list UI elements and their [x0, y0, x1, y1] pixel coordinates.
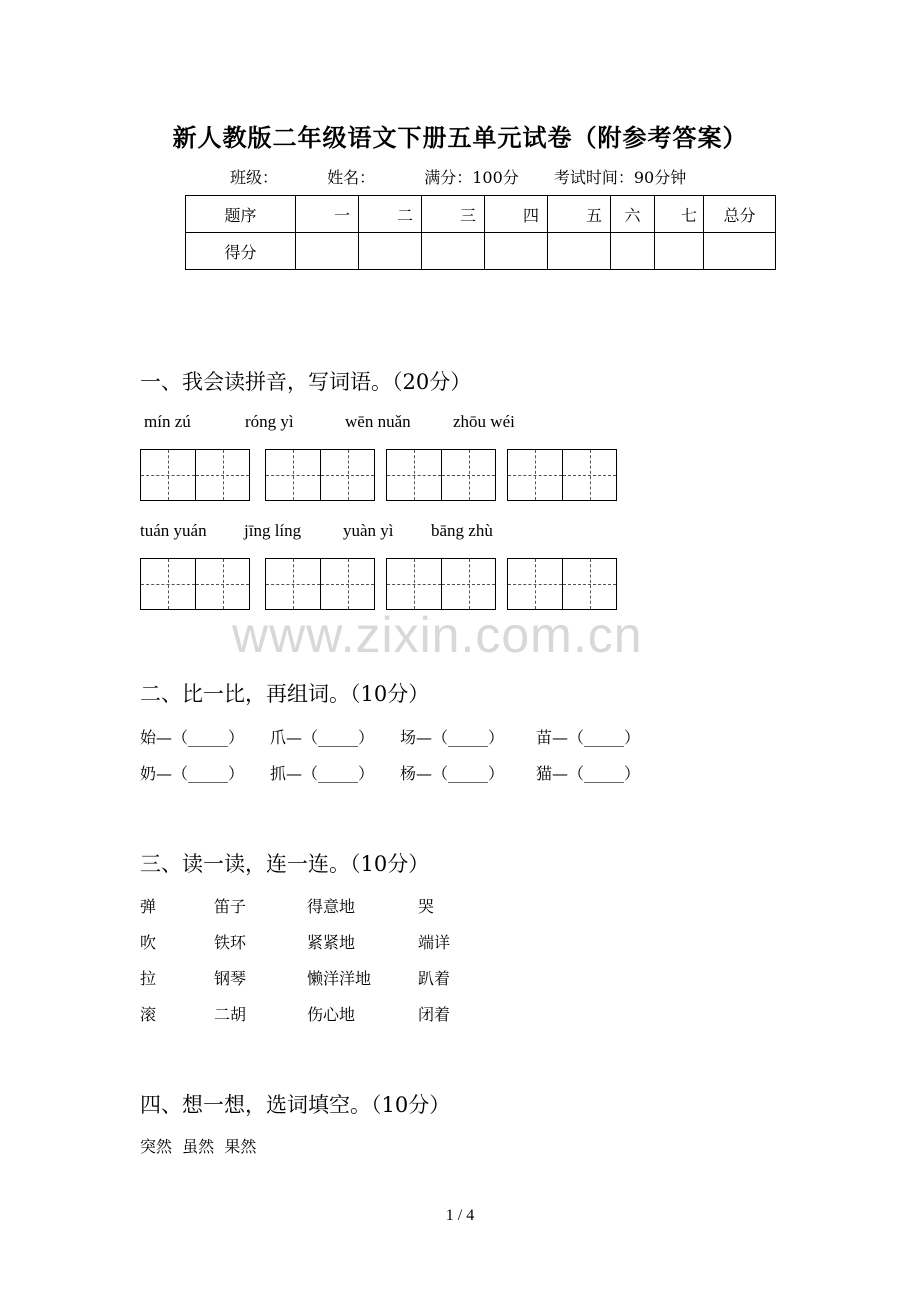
match-item[interactable]: 伤心地 — [307, 1005, 356, 1024]
word-bank: 突然 虽然 果然 — [140, 1137, 257, 1156]
score-cell — [655, 233, 704, 270]
match-item[interactable]: 趴着 — [418, 969, 451, 988]
score-cell — [422, 233, 485, 270]
table-cell: 得分 — [186, 233, 296, 270]
compare-item[interactable]: 奶—（_____） — [140, 764, 245, 783]
match-column-2 — [214, 894, 246, 1038]
class-label: 班级： — [230, 168, 279, 187]
writing-grid[interactable] — [507, 449, 617, 501]
grid-cell — [441, 450, 495, 500]
writing-grid[interactable] — [265, 449, 375, 501]
match-item[interactable]: 紧紧地 — [307, 933, 356, 952]
score-table-row — [186, 233, 776, 270]
section4-heading: 四、想一想，选词填空。（10分） — [140, 1093, 451, 1117]
grid-cell — [195, 559, 249, 609]
score-label: 满分：100分 — [424, 168, 519, 187]
exam-info — [230, 165, 730, 188]
writing-grid[interactable] — [140, 449, 250, 501]
match-item[interactable]: 拉 — [140, 969, 157, 988]
page-title: 新人教版二年级语文下册五单元试卷（附参考答案） — [172, 123, 748, 152]
score-cell — [611, 233, 655, 270]
pinyin-label: mín zú — [144, 412, 191, 431]
writing-grid[interactable] — [386, 449, 496, 501]
grid-cell — [562, 450, 616, 500]
pinyin-label: tuán yuán — [140, 521, 207, 540]
score-cell — [359, 233, 422, 270]
pinyin-label: yuàn yì — [343, 521, 394, 540]
match-item[interactable]: 端详 — [418, 933, 451, 952]
grid-cell — [562, 559, 616, 609]
grid-cell — [387, 559, 441, 609]
match-item[interactable]: 滚 — [140, 1005, 157, 1024]
score-table — [185, 195, 776, 270]
grid-cell — [320, 559, 374, 609]
match-item[interactable]: 得意地 — [307, 897, 356, 916]
match-column-1 — [140, 894, 156, 1038]
compare-item[interactable]: 苗—（_____） — [536, 728, 641, 747]
table-cell: 总分 — [704, 196, 776, 233]
table-cell: 二 — [359, 196, 422, 233]
pinyin-label: zhōu wéi — [453, 412, 515, 431]
grid-cell — [141, 450, 195, 500]
table-cell: 七 — [655, 196, 704, 233]
table-cell: 六 — [611, 196, 655, 233]
match-item[interactable]: 闭着 — [418, 1005, 451, 1024]
time-label: 考试时间：90分钟 — [553, 168, 687, 187]
pinyin-label: róng yì — [245, 412, 294, 431]
section1-heading: 一、我会读拼音，写词语。（20分） — [140, 370, 472, 394]
compare-row — [140, 761, 640, 784]
score-cell — [704, 233, 776, 270]
table-cell: 一 — [296, 196, 359, 233]
match-item[interactable]: 哭 — [418, 897, 435, 916]
table-cell: 五 — [548, 196, 611, 233]
name-label: 姓名： — [327, 168, 376, 187]
writing-grid[interactable] — [507, 558, 617, 610]
match-column-3 — [307, 894, 371, 1038]
grid-cell — [387, 450, 441, 500]
pinyin-label: wēn nuǎn — [345, 412, 411, 431]
grid-cell — [266, 559, 320, 609]
grid-cell — [441, 559, 495, 609]
grid-cell — [195, 450, 249, 500]
match-item[interactable]: 二胡 — [214, 1005, 247, 1024]
score-cell — [296, 233, 359, 270]
compare-item[interactable]: 场—（_____） — [400, 728, 505, 747]
match-item[interactable]: 钢琴 — [214, 969, 247, 988]
table-cell: 题序 — [186, 196, 296, 233]
match-item[interactable]: 弹 — [140, 897, 157, 916]
compare-item[interactable]: 杨—（_____） — [400, 764, 505, 783]
compare-item[interactable]: 爪—（_____） — [270, 728, 375, 747]
match-item[interactable]: 笛子 — [214, 897, 247, 916]
compare-item[interactable]: 抓—（_____） — [270, 764, 375, 783]
section2-heading: 二、比一比，再组词。（10分） — [140, 682, 430, 706]
page-number: 1 / 4 — [445, 1207, 475, 1224]
pinyin-label: jīng líng — [244, 521, 302, 540]
grid-cell — [141, 559, 195, 609]
grid-cell — [508, 559, 562, 609]
writing-grid[interactable] — [140, 558, 250, 610]
score-cell — [548, 233, 611, 270]
compare-item[interactable]: 始—（_____） — [140, 728, 245, 747]
match-item[interactable]: 铁环 — [214, 933, 247, 952]
match-column-4 — [418, 894, 450, 1038]
compare-row — [140, 725, 640, 748]
writing-grid[interactable] — [265, 558, 375, 610]
section3-heading: 三、读一读，连一连。（10分） — [140, 852, 430, 876]
watermark: www.zixin.com.cn — [232, 607, 643, 663]
writing-grid[interactable] — [386, 558, 496, 610]
match-item[interactable]: 懒洋洋地 — [307, 969, 372, 988]
table-cell: 四 — [485, 196, 548, 233]
pinyin-label: bāng zhù — [431, 521, 493, 540]
grid-cell — [320, 450, 374, 500]
match-item[interactable]: 吹 — [140, 933, 157, 952]
table-cell: 三 — [422, 196, 485, 233]
score-cell — [485, 233, 548, 270]
grid-cell — [508, 450, 562, 500]
compare-item[interactable]: 猫—（_____） — [536, 764, 641, 783]
grid-cell — [266, 450, 320, 500]
score-table-header — [186, 196, 776, 233]
